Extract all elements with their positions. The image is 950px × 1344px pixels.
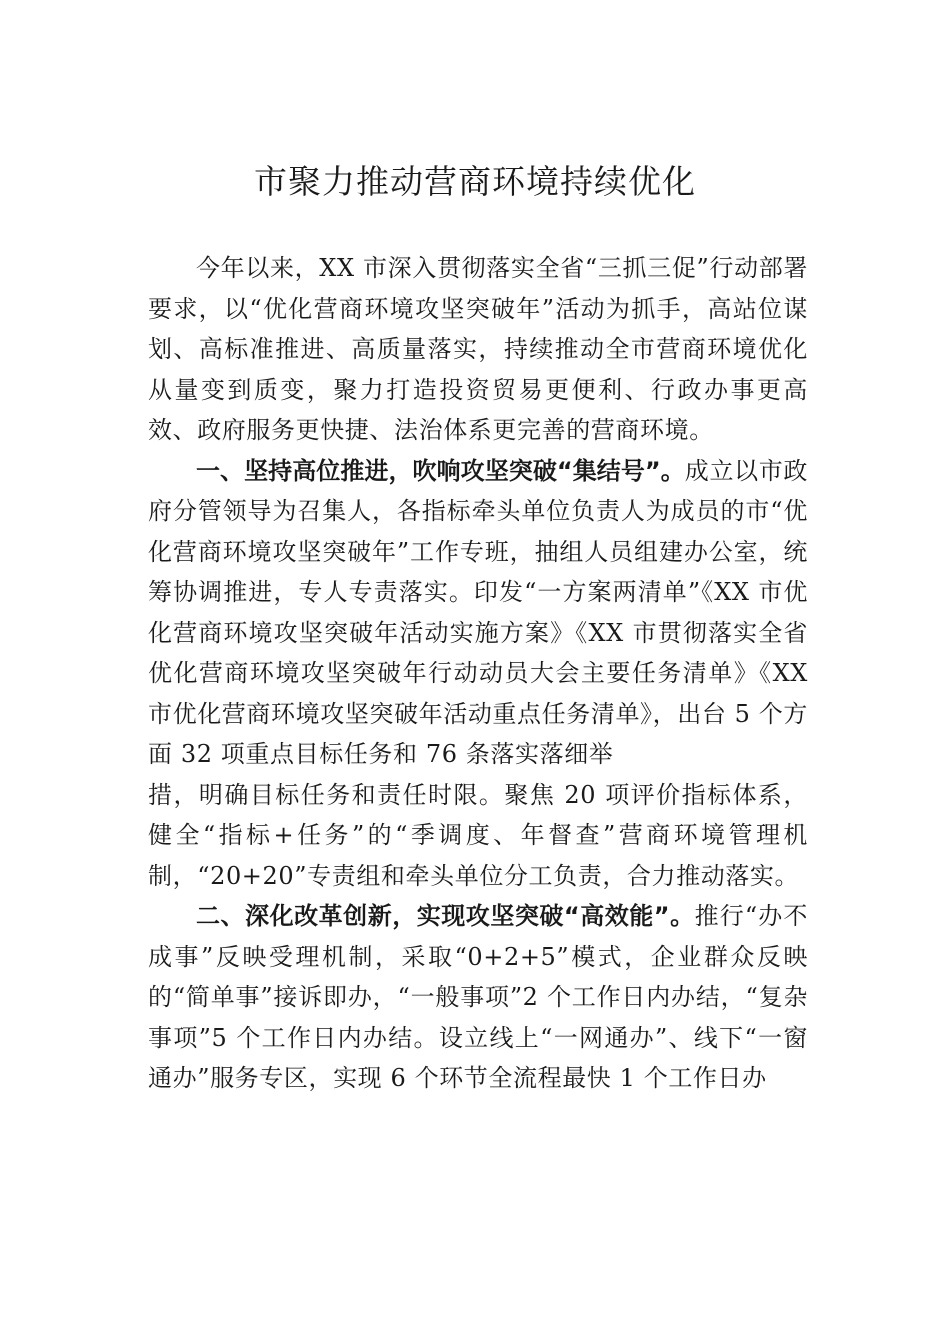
section-1-text: 成立以市政府分管领导为召集人，各指标牵头单位负责人为成员的市“优化营商环境攻坚突破年”工作专班，抽组人员组建办公室，统筹协调推进，专人专责落实。印发“一方案两清单”《XX 市优化营商环境攻坚突破年活动实施方案》《XX 市贯彻落实全省优化营商环境攻坚突破年行动动员大会主要任务清单》《XX 市优化营商环境攻坚突破年活动重点任务清单》，出台 5 个方面 32 项重点目标任务和 76 条落实落细举 bbox=[148, 456, 809, 768]
section-2-paragraph bbox=[148, 896, 808, 1099]
intro-paragraph: 今年以来，XX 市深入贯彻落实全省“三抓三促”行动部署要求，以“优化营商环境攻坚突破年”活动为抓手，高站位谋划、高标准推进、高质量落实，持续推动全市营商环境优化从量变到质变，聚力打造投资贸易更便利、行政办事更高效、政府服务更快捷、法治体系更完善的营商环境。 bbox=[148, 254, 808, 444]
document-body bbox=[148, 248, 808, 1099]
section-2-text: 推行“办不成事”反映受理机制，采取“0+2+5”模式，企业群众反映的“简单事”接诉即办，“一般事项”2 个工作日内办结，“复杂事项”5 个工作日内办结。设立线上“一网通办”、线下“一窗通办”服务专区，实现 6 个环节全流程最快 1 个工作日办 bbox=[148, 902, 809, 1092]
section-1-heading: 一、坚持高位推进，吹响攻坚突破“集结号”。 bbox=[196, 456, 685, 485]
section-2-heading: 二、深化改革创新，实现攻坚突破“高效能”。 bbox=[196, 902, 695, 930]
section-1-paragraph bbox=[148, 451, 808, 775]
section-1-continuation: 措，明确目标任务和责任时限。聚焦 20 项评价指标体系，健全“指标+任务”的“季调度、年督查”营商环境管理机制，“20+20”专责组和牵头单位分工负责，合力推动落实。 bbox=[148, 780, 808, 890]
document-title: 市聚力推动营商环境持续优化 bbox=[254, 162, 696, 201]
